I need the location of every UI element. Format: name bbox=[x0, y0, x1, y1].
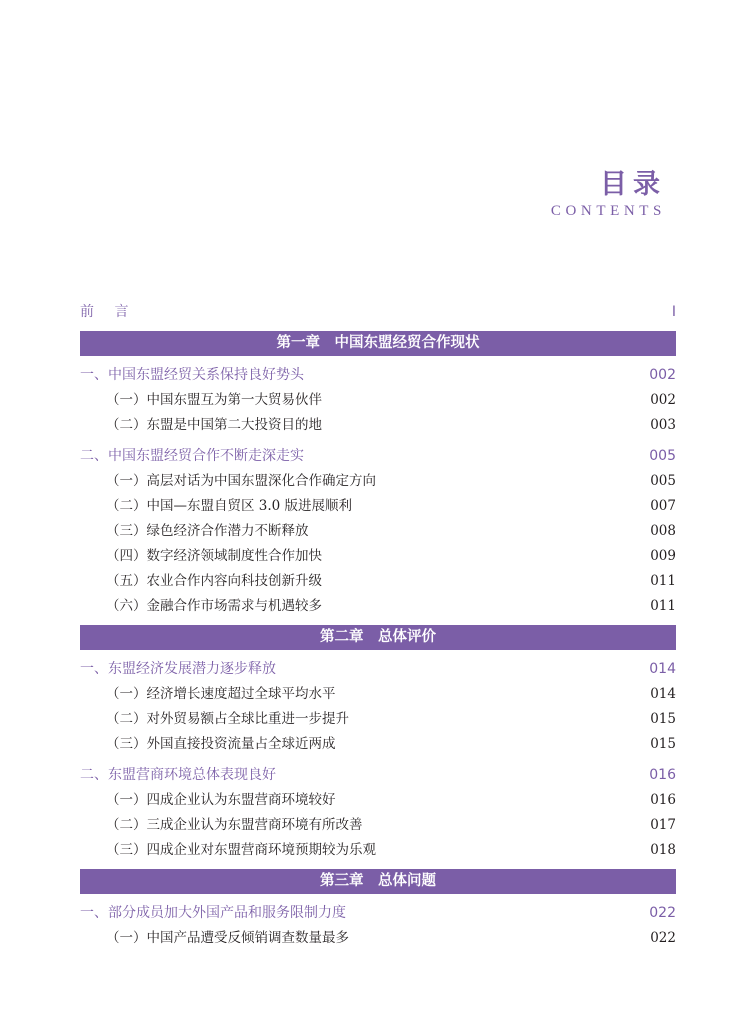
section-title: 二、东盟营商环境总体表现良好 bbox=[80, 767, 276, 783]
toc-item-row[interactable] bbox=[80, 519, 676, 544]
toc-section-row[interactable] bbox=[80, 363, 676, 388]
table-of-contents bbox=[80, 300, 676, 951]
item-title: （二）对外贸易额占全球比重进一步提升 bbox=[106, 711, 349, 727]
toc-item-row[interactable] bbox=[80, 813, 676, 838]
section-page: 005 bbox=[649, 448, 676, 464]
item-page: 014 bbox=[650, 686, 676, 702]
item-title: （三）外国直接投资流量占全球近两成 bbox=[106, 736, 336, 752]
item-page: 015 bbox=[650, 736, 676, 752]
toc-item-row[interactable] bbox=[80, 682, 676, 707]
item-title: （五）农业合作内容向科技创新升级 bbox=[106, 573, 322, 589]
toc-item-row[interactable] bbox=[80, 469, 676, 494]
item-title: （三）绿色经济合作潜力不断释放 bbox=[106, 523, 309, 539]
item-page: 011 bbox=[650, 573, 676, 589]
toc-item-row[interactable] bbox=[80, 594, 676, 619]
toc-item-row[interactable] bbox=[80, 494, 676, 519]
item-page: 007 bbox=[650, 498, 676, 514]
toc-item-row[interactable] bbox=[80, 707, 676, 732]
item-title: （一）四成企业认为东盟营商环境较好 bbox=[106, 792, 336, 808]
section-title: 一、中国东盟经贸关系保持良好势头 bbox=[80, 367, 304, 383]
chapter-heading[interactable]: 第三章 总体问题 bbox=[80, 869, 676, 894]
item-page: 015 bbox=[650, 711, 676, 727]
toc-section-row[interactable] bbox=[80, 763, 676, 788]
preface-page: I bbox=[671, 304, 676, 320]
page-subtitle: CONTENTS bbox=[550, 203, 666, 219]
item-page: 011 bbox=[650, 598, 676, 614]
toc-item-row[interactable] bbox=[80, 838, 676, 863]
item-title: （三）四成企业对东盟营商环境预期较为乐观 bbox=[106, 842, 376, 858]
item-page: 002 bbox=[650, 392, 676, 408]
section-page: 022 bbox=[649, 905, 676, 921]
title-block bbox=[551, 162, 666, 220]
item-page: 009 bbox=[650, 548, 676, 564]
toc-item-row[interactable] bbox=[80, 569, 676, 594]
toc-item-row[interactable] bbox=[80, 544, 676, 569]
item-title: （一）高层对话为中国东盟深化合作确定方向 bbox=[106, 473, 376, 489]
toc-item-row[interactable] bbox=[80, 732, 676, 757]
toc-section-row[interactable] bbox=[80, 901, 676, 926]
toc-section-row[interactable] bbox=[80, 657, 676, 682]
chapter-heading[interactable]: 第二章 总体评价 bbox=[80, 625, 676, 650]
toc-item-row[interactable] bbox=[80, 788, 676, 813]
item-page: 003 bbox=[650, 417, 676, 433]
item-title: （二）东盟是中国第二大投资目的地 bbox=[106, 417, 322, 433]
section-page: 014 bbox=[649, 661, 676, 677]
section-page: 002 bbox=[649, 367, 676, 383]
chapter-heading[interactable]: 第一章 中国东盟经贸合作现状 bbox=[80, 331, 676, 356]
toc-item-row[interactable] bbox=[80, 413, 676, 438]
item-title: （一）经济增长速度超过全球平均水平 bbox=[106, 686, 336, 702]
item-page: 008 bbox=[650, 523, 676, 539]
item-title: （一）中国产品遭受反倾销调查数量最多 bbox=[106, 930, 349, 946]
item-title: （二）中国—东盟自贸区 3.0 版进展顺利 bbox=[106, 498, 353, 514]
item-title: （四）数字经济领域制度性合作加快 bbox=[106, 548, 322, 564]
toc-item-row[interactable] bbox=[80, 926, 676, 951]
section-title: 一、部分成员加大外国产品和服务限制力度 bbox=[80, 905, 346, 921]
item-page: 005 bbox=[650, 473, 676, 489]
toc-section-row[interactable] bbox=[80, 444, 676, 469]
toc-preface-row[interactable] bbox=[80, 300, 676, 325]
item-page: 017 bbox=[650, 817, 676, 833]
item-title: （六）金融合作市场需求与机遇较多 bbox=[106, 598, 322, 614]
section-title: 二、中国东盟经贸合作不断走深走实 bbox=[80, 448, 304, 464]
section-page: 016 bbox=[649, 767, 676, 783]
item-title: （一）中国东盟互为第一大贸易伙伴 bbox=[106, 392, 322, 408]
item-page: 018 bbox=[650, 842, 676, 858]
page-title: 目录 bbox=[600, 169, 666, 200]
item-page: 016 bbox=[650, 792, 676, 808]
toc-item-row[interactable] bbox=[80, 388, 676, 413]
item-title: （二）三成企业认为东盟营商环境有所改善 bbox=[106, 817, 363, 833]
section-title: 一、东盟经济发展潜力逐步释放 bbox=[80, 661, 276, 677]
preface-label: 前 言 bbox=[80, 304, 137, 320]
item-page: 022 bbox=[650, 930, 676, 946]
